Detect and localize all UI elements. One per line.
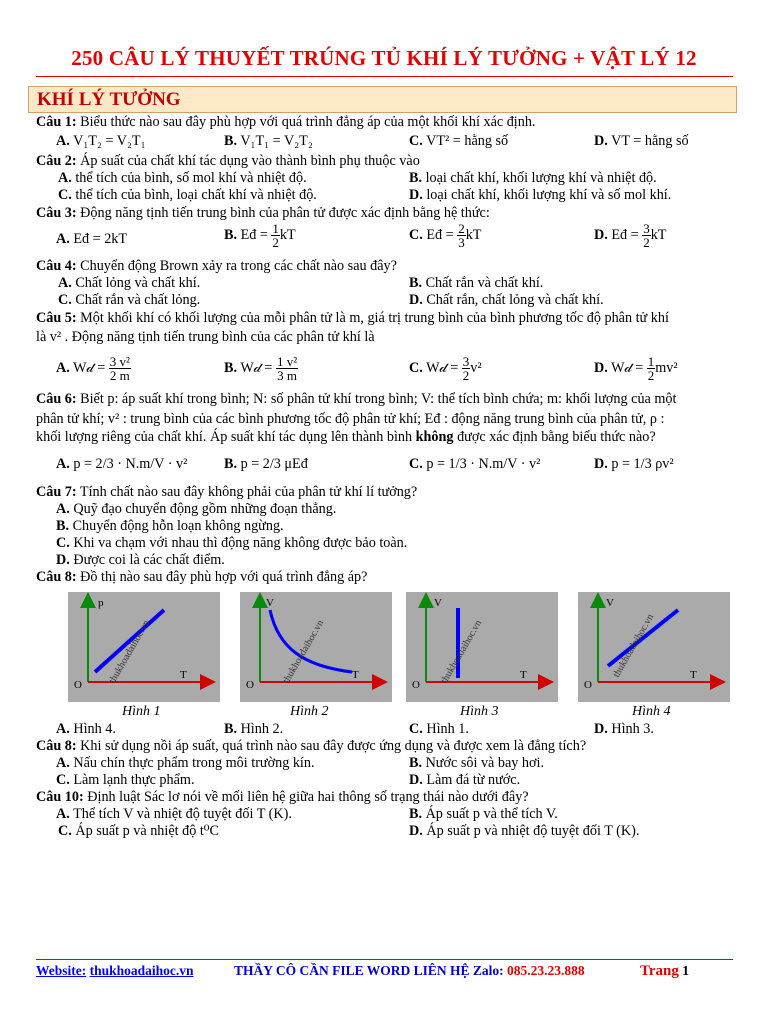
graph-hinh-3 [406,592,558,702]
footer-divider [36,959,733,960]
q10-option-c: C. Áp suất p và nhiệt độ t⁰C [58,823,219,839]
q8-option-c: C. Hình 1. [409,721,469,737]
question-8: Câu 8: Đồ thị nào sau đây phù hợp với quá trình đẳng áp? [36,569,368,585]
graph-hinh-1 [68,592,220,702]
q8-option-b: B. Hình 2. [224,721,284,737]
q5-option-a: A. W𝒹 = $\frac{\text{3 v²}}{2 m}$ [56,354,130,383]
q7-option-c: C. Khi va chạm với nhau thì động năng không được bảo toàn. [56,535,408,551]
svg-text:V: V [606,597,614,609]
graph-4-svg [578,592,730,702]
svg-text:T: T [520,669,527,681]
website-link[interactable]: thukhoadaihoc.vn [89,963,194,978]
q7-option-a: A. Quỹ đạo chuyển động gồm những đoạn thẳng. [56,501,337,517]
footer-contact: THẦY CÔ CẦN FILE WORD LIÊN HỆ Zalo: 085.23.23.888 [234,963,585,978]
q6-option-a: A. p = 2/3 · N.m/V · v² [56,456,188,472]
svg-text:O: O [246,679,254,691]
svg-text:p: p [98,597,104,609]
section-title: KHÍ LÝ TƯỞNG [37,89,181,110]
q10-option-b: B. Áp suất p và thể tích V. [409,806,558,822]
question-9: Câu 8: Khi sử dụng nồi áp suất, quá trình nào sau đây được ứng dụng và được xem là đẳng tích? [36,738,587,754]
q4-option-a: A. Chất lỏng và chất khí. [58,275,201,291]
graph-hinh-2 [240,592,392,702]
page-title: 250 CÂU LÝ THUYẾT TRÚNG TỦ KHÍ LÝ TƯỞNG + VẬT LÝ 12 [71,46,697,70]
svg-text:V: V [434,597,442,609]
q3-option-c: C. Eđ = $\frac{2}{3}$ kT [409,221,482,250]
question-10: Câu 10: Định luật Sác lơ nói về mối liên hệ giữa hai thông số trạng thái nào dưới đây? [36,789,529,805]
q4-option-b: B. Chất rắn và chất khí. [409,275,544,291]
question-4: Câu 4: Chuyển động Brown xảy ra trong các chất nào sau đây? [36,258,397,274]
q3-option-a: A. Eđ = 2kT [56,231,128,247]
svg-text:thukhoadaihoc.vn: thukhoadaihoc.vn [611,612,657,680]
svg-text:thukhoadaihoc.vn: thukhoadaihoc.vn [439,618,485,686]
question-2: Câu 2: Áp suất của chất khí tác dụng vào thành bình phụ thuộc vào [36,153,420,169]
q8-option-a: A. Hình 4. [56,721,116,737]
question-5-cont: là v² . Động năng tịnh tiến trung bình của các phân tử khí là [36,329,375,345]
q2-option-b: B. loại chất khí, khối lượng khí và nhiệt độ. [409,170,657,186]
graph-2-svg [240,592,392,702]
q5-option-c: C. W𝒹 = $\frac{3}{2}$ v² [409,354,482,383]
question-6-cont-1: phân tử khí; v² : trung bình của các bình phương tốc độ phân tử khí; Eđ : động năng trung bình của phân tử, ρ : [36,411,665,427]
svg-text:T: T [352,669,359,681]
title-divider [36,76,733,77]
graph-4-caption: Hình 4 [632,704,671,719]
q9-option-c: C. Làm lạnh thực phẩm. [56,772,195,788]
question-5: Câu 5: Một khối khí có khối lượng của mỗi phân tử là m, giá trị trung bình của bình phương tốc độ phân tử khí [36,310,669,326]
q8-option-d: D. Hình 3. [594,721,654,737]
q3-option-b: B. Eđ = $\frac{1}{2}$ kT [224,221,296,250]
svg-text:O: O [412,679,420,691]
q5-option-d: D. W𝒹 = $\frac{1}{2}$ mv² [594,354,678,383]
graph-hinh-4 [578,592,730,702]
question-6: Câu 6: Biết p: áp suất khí trong bình; N: số phân tử khí trong bình; V: thể tích bình chứa; m: khối lượng của một [36,391,677,407]
page-number: Trang 1 [640,963,690,979]
q1-option-c: C. VT² = hằng số [409,133,509,149]
q6-option-c: C. p = 1/3 · N.m/V · v² [409,456,541,472]
graph-3-svg [406,592,558,702]
q6-option-d: D. p = 1/3 ρv² [594,456,674,472]
svg-text:thukhoadaihoc.vn: thukhoadaihoc.vn [281,618,327,686]
q7-option-b: B. Chuyển động hỗn loạn không ngừng. [56,518,284,534]
q5-option-b: B. W𝒹 = $\frac{\text{1 v²}}{3 m}$ [224,354,298,383]
svg-text:thukhoadaihoc.vn: thukhoadaihoc.vn [107,618,153,686]
question-1: Câu 1: Biểu thức nào sau đây phù hợp với quá trình đẳng áp của một khối khí xác định. [36,114,536,130]
svg-text:O: O [74,679,82,691]
q1-option-b: B. V₁T₁ = V₂T₂ [224,133,313,149]
q2-option-a: A. thể tích của bình, số mol khí và nhiệt độ. [58,170,307,186]
q4-option-d: D. Chất rắn, chất lỏng và chất khí. [409,292,604,308]
svg-text:O: O [584,679,592,691]
graph-1-svg [68,592,220,702]
q7-option-d: D. Được coi là các chất điểm. [56,552,225,568]
svg-text:V: V [266,597,274,609]
q9-option-d: D. Làm đá từ nước. [409,772,521,788]
q2-option-c: C. thể tích của bình, loại chất khí và nhiệt độ. [58,187,317,203]
q9-option-a: A. Nấu chín thực phẩm trong môi trường kín. [56,755,315,771]
svg-text:T: T [690,669,697,681]
q6-option-b: B. p = 2/3 μEđ [224,456,308,472]
section-header [28,86,737,113]
q9-option-b: B. Nước sôi và bay hơi. [409,755,545,771]
q10-option-d: D. Áp suất p và nhiệt độ tuyệt đối T (K). [409,823,640,839]
footer-website: Website: thukhoadaihoc.vn [36,963,194,978]
graph-1-caption: Hình 1 [122,704,161,719]
question-6-cont-2: khối lượng riêng của chất khí. Áp suất khí tác dụng lên thành bình không được xác định bằng biểu thức nào? [36,429,656,445]
question-7: Câu 7: Tính chất nào sau đây không phải của phân tử khí lí tưởng? [36,484,418,500]
svg-text:T: T [180,669,187,681]
q2-option-d: D. loại chất khí, khối lượng khí và số mol khí. [409,187,672,203]
q4-option-c: C. Chất rắn và chất lỏng. [58,292,201,308]
q1-option-d: D. VT = hằng số [594,133,689,149]
q10-option-a: A. Thể tích V và nhiệt độ tuyệt đối T (K). [56,806,292,822]
graph-2-caption: Hình 2 [290,704,329,719]
q1-option-a: A. V₁T₂ = V₂T₁ [56,133,146,149]
q3-option-d: D. Eđ = $\frac{3}{2}$ kT [594,221,667,250]
graph-3-caption: Hình 3 [460,704,499,719]
question-3: Câu 3: Động năng tịnh tiến trung bình của phân tử được xác định bằng hệ thức: [36,205,490,221]
